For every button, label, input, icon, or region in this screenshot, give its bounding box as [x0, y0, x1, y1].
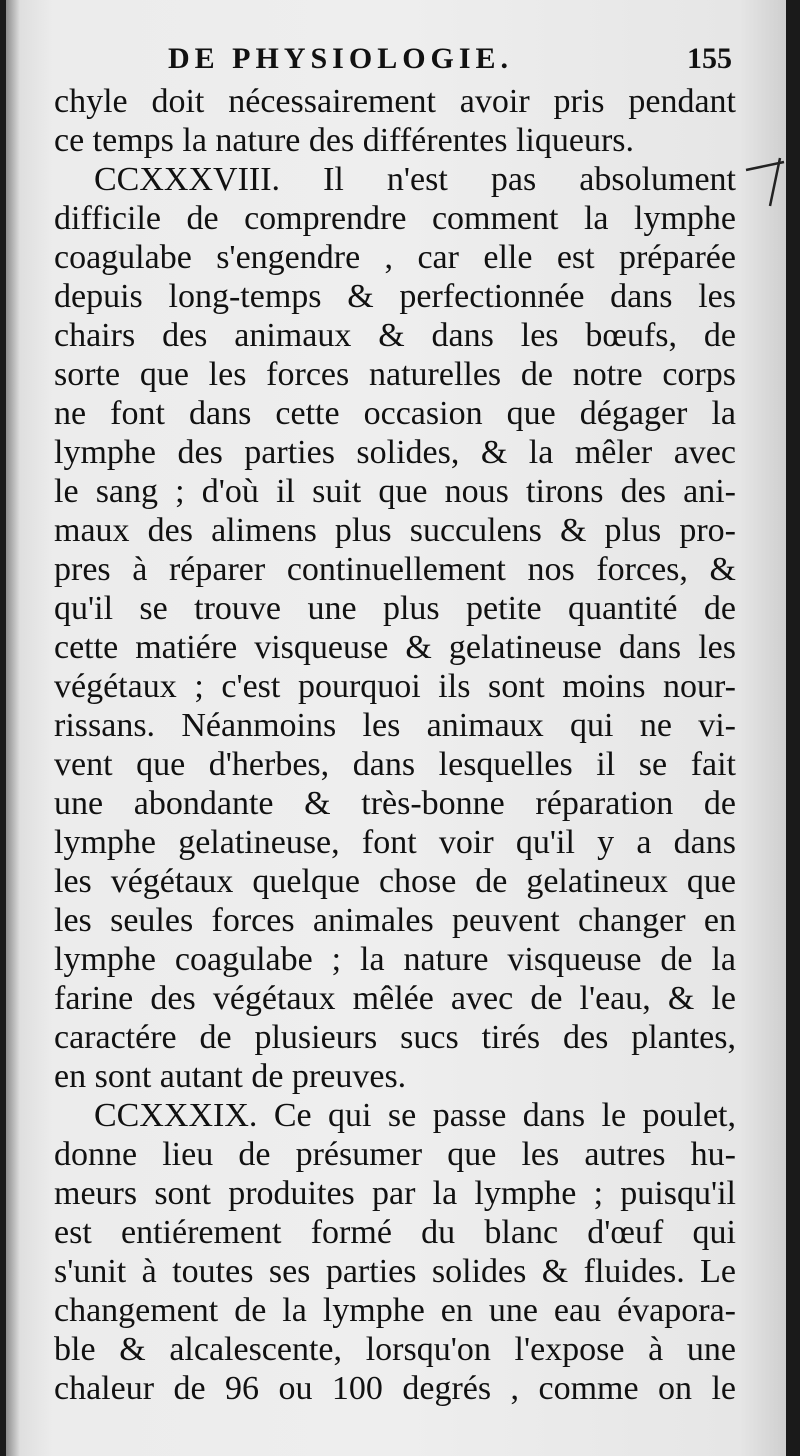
- text-line: en sont autant de preuves.: [54, 1058, 407, 1095]
- book-page: [6, 0, 786, 1456]
- text-line: maux des alimens plus succulens & plus pro-: [54, 512, 736, 549]
- text-line: est entiérement formé du blanc d'œuf qui: [54, 1214, 736, 1251]
- text-line: ble & alcalescente, lorsqu'on l'expose à une: [54, 1331, 736, 1368]
- paragraph-ccxxxviii-start: CCXXXVIII. Il n'est pas absolument: [94, 161, 736, 198]
- text-line: vent que d'herbes, dans lesquelles il se fait: [54, 746, 736, 783]
- text-line: s'unit à toutes ses parties solides & fluides. Le: [54, 1253, 736, 1290]
- gutter-shadow: [6, 0, 20, 1456]
- text-line: chairs des animaux & dans les bœufs, de: [54, 317, 736, 354]
- text-line: ce temps la nature des différentes liqueurs.: [54, 122, 634, 159]
- text-line: farine des végétaux mêlée avec de l'eau, & le: [54, 980, 736, 1017]
- running-title: DE PHYSIOLOGIE.: [168, 42, 514, 75]
- paragraph-ccxxxix-start: CCXXXIX. Ce qui se passe dans le poulet,: [94, 1097, 736, 1134]
- text-line: meurs sont produites par la lymphe ; puisqu'il: [54, 1175, 736, 1212]
- running-head: [52, 42, 738, 86]
- text-line: lymphe gelatineuse, font voir qu'il y a dans: [54, 824, 736, 861]
- text-line: les seules forces animales peuvent changer en: [54, 902, 736, 939]
- text-line: chyle doit nécessairement avoir pris pendant: [54, 83, 736, 120]
- page-number: 155: [687, 42, 732, 75]
- text-line: qu'il se trouve une plus petite quantité de: [54, 590, 736, 627]
- text-line: rissans. Néanmoins les animaux qui ne vi-: [54, 707, 736, 744]
- text-line: végétaux ; c'est pourquoi ils sont moins nour-: [54, 668, 736, 705]
- text-line: ne font dans cette occasion que dégager la: [54, 395, 736, 432]
- handwritten-margin-mark: [744, 150, 786, 210]
- text-line: pres à réparer continuellement nos forces, &: [54, 551, 736, 588]
- text-line: coagulabe s'engendre , car elle est préparée: [54, 239, 736, 276]
- text-line: cette matiére visqueuse & gelatineuse dans les: [54, 629, 736, 666]
- text-line: sorte que les forces naturelles de notre corps: [54, 356, 736, 393]
- text-line: chaleur de 96 ou 100 degrés , comme on le: [54, 1370, 736, 1407]
- text-line: changement de la lymphe en une eau évapora-: [54, 1292, 736, 1329]
- text-line: donne lieu de présumer que les autres hu-: [54, 1136, 736, 1173]
- text-line: difficile de comprendre comment la lymphe: [54, 200, 736, 237]
- text-line: le sang ; d'où il suit que nous tirons des ani-: [54, 473, 736, 510]
- text-line: les végétaux quelque chose de gelatineux que: [54, 863, 736, 900]
- body-text: [54, 82, 736, 1408]
- text-line: depuis long-temps & perfectionnée dans les: [54, 278, 736, 315]
- text-line: une abondante & très-bonne réparation de: [54, 785, 736, 822]
- text-line: lymphe des parties solides, & la mêler avec: [54, 434, 736, 471]
- text-line: lymphe coagulabe ; la nature visqueuse de la: [54, 941, 736, 978]
- text-line: caractére de plusieurs sucs tirés des plantes,: [54, 1019, 736, 1056]
